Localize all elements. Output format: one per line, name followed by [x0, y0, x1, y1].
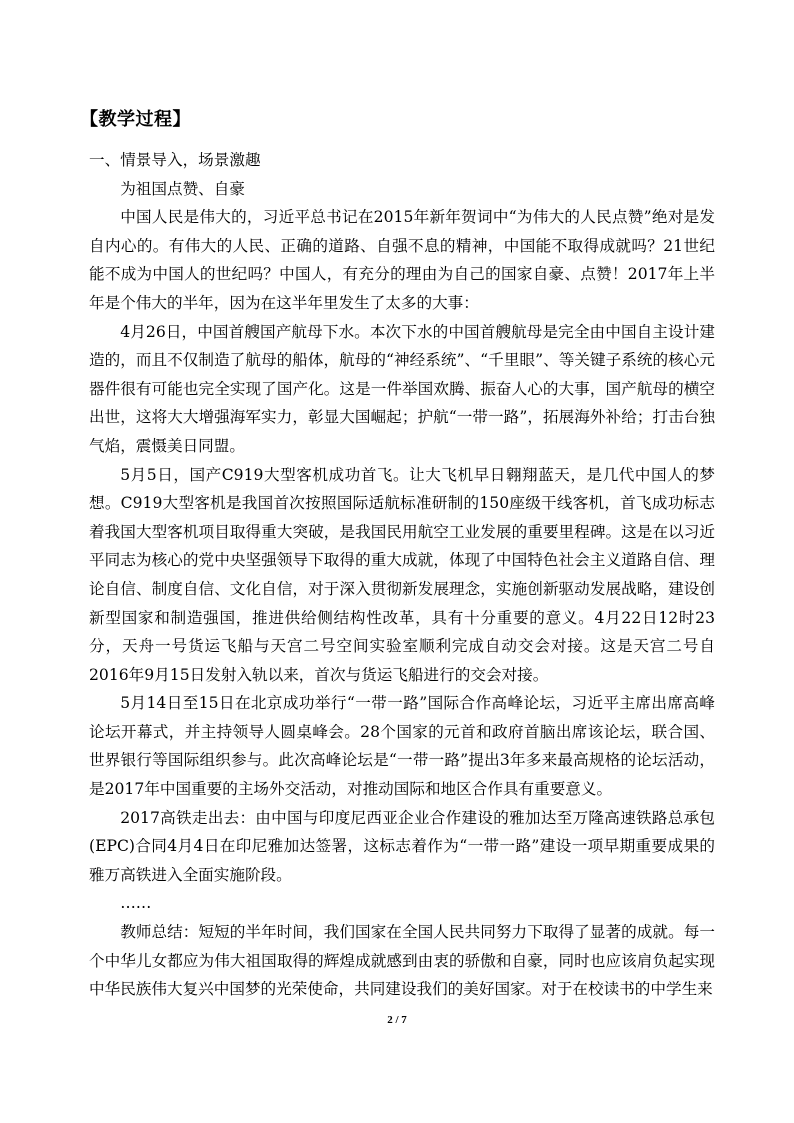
paragraph-c919: 5月5日，国产C919大型客机成功首飞。让大飞机早日翱翔蓝天，是几代中国人的梦想。C919大型客机是我国首次按照国际适航标准研制的150座级干线客机，首飞成功标志着我国大型客机项目取得重大突破，是我国民用航空工业发展的重要里程碑。这是在以习近平同志为核心的党中央坚强领导下取得的重大成就，体现了中国特色社会主义道路自信、理论自信、制度自信、文化自信，对于深入贯彻新发展理念，实施创新驱动发展战略，建设创新型国家和制造强国，推进供给侧结构性改革，具有十分重要的意义。4月22日12时23分，天舟一号货运飞船与天宫二号空间实验室顺利完成自动交会对接。这是天宫二号自2016年9月15日发射入轨以来，首次与货运飞船进行的交会对接。 — [89, 465, 715, 684]
body-content — [89, 146, 715, 1004]
section-title: 一、情景导入，场景激趣 — [89, 151, 261, 169]
section-heading: 【教学过程】 — [80, 109, 191, 130]
paragraph-intro: 中国人民是伟大的，习近平总书记在2015年新年贺词中“为伟大的人民点赞”绝对是发自内心的。有伟大的人民、正确的道路、自强不息的精神，中国能不取得成就吗？21世纪能不成为中国人的世纪吗？中国人，有充分的理由为自己的国家自豪、点赞！2017年上半年是个伟大的半年，因为在这半年里发生了太多的大事： — [89, 208, 715, 312]
paragraph-belt-road-forum: 5月14日至15日在北京成功举行“一带一路”国际合作高峰论坛，习近平主席出席高峰论坛开幕式，并主持领导人圆桌峰会。28个国家的元首和政府首脑出席该论坛，联合国、世界银行等国际组织参与。此次高峰论坛是“一带一路”提出3年多来最高规格的论坛活动，是2017年中国重要的主场外交活动，对推动国际和地区合作具有重要意义。 — [89, 694, 715, 799]
paragraph-high-speed-rail: 2017高铁走出去：由中国与印度尼西亚企业合作建设的雅加达至万隆高速铁路总承包(EPC)合同4月4日在印尼雅加达签署，这标志着作为“一带一路”建设一项早期重要成果的雅万高铁进入全面实施阶段。 — [89, 808, 715, 884]
ellipsis: …… — [120, 894, 152, 913]
paragraph-aircraft-carrier: 4月26日，中国首艘国产航母下水。本次下水的中国首艘航母是完全由中国自主设计建造的，而且不仅制造了航母的船体，航母的“神经系统”、“千里眼”、等关键子系统的核心元器件很有可能也完全实现了国产化。这是一件举国欢腾、振奋人心的大事，国产航母的横空出世，这将大大增强海军实力，彰显大国崛起；护航“一带一路”，拓展海外补给；打击台独气焰，震慑美日同盟。 — [89, 322, 715, 455]
page-number: 2 / 7 — [387, 1014, 407, 1026]
paragraph-teacher-summary: 教师总结：短短的半年时间，我们国家在全国人民共同努力下取得了显著的成就。每一个中华儿女都应为伟大祖国取得的辉煌成就感到由衷的骄傲和自豪，同时也应该肩负起实现中华民族伟大复兴中国梦的光荣使命，共同建设我们的美好国家。对于在校读书的中学生来 — [89, 923, 715, 999]
subtitle: 为祖国点赞、自豪 — [120, 179, 245, 198]
